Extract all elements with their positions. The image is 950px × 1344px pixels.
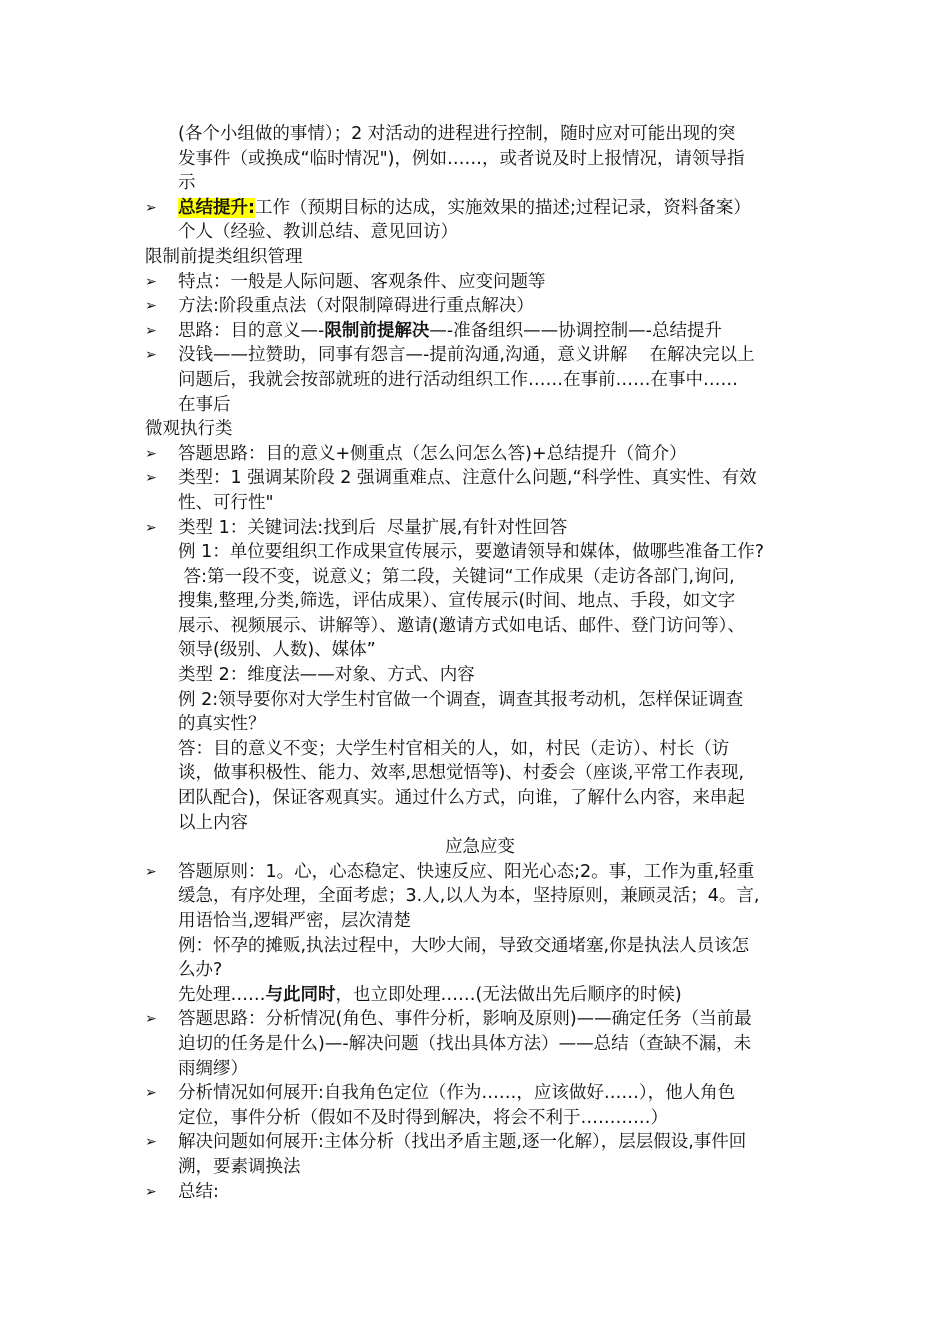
bullet-item (145, 294, 815, 319)
text-line: 例 2:领导要你对大学生村官做一个调查，调查其报考动机，怎样保证调查 (178, 689, 744, 710)
bullet-item (145, 860, 815, 885)
section-heading: 微观执行类 (145, 419, 233, 440)
text-span: 思路：目的意义—- (178, 320, 325, 341)
text-line: 以上内容 (178, 812, 248, 833)
text-line: 么办? (178, 960, 223, 981)
text-line: 答：目的意义不变；大学生村官相关的人，如，村民（走访）、村长（访 (178, 738, 730, 759)
document-body (145, 122, 815, 1204)
arrow-bullet-icon: ➢ (145, 1085, 157, 1102)
text-span: 类型：1 强调某阶段 2 强调重难点、注意什么问题,“科学性、真实性、有效 (178, 468, 757, 489)
arrow-bullet-icon: ➢ (145, 863, 157, 880)
bullet-item (145, 1180, 815, 1205)
text-line: 示 (178, 173, 196, 194)
text-span: 解决问题如何展开:主体分析（找出矛盾主题,逐一化解），层层假设,事件回 (178, 1132, 747, 1153)
text-line: 个人（经验、教训总结、意见回访） (178, 222, 458, 243)
text-line: 用语恰当,逻辑严密，层次清楚 (178, 911, 412, 931)
arrow-bullet-icon: ➢ (145, 1011, 157, 1028)
text-line: 展示、视频展示、讲解等）、邀请(邀请方式如电话、邮件、登门访问等）、 (178, 615, 745, 636)
arrow-bullet-icon: ➢ (145, 347, 157, 364)
text-span: —-准备组织——协调控制—-总结提升 (429, 320, 722, 341)
bullet-item (145, 1081, 815, 1106)
arrow-bullet-icon: ➢ (145, 322, 157, 339)
text-line: 的真实性？ (178, 714, 266, 735)
text-line: 领导(级别、人数)、媒体” (178, 640, 376, 661)
text-line: (各个小组做的事情）；2 对活动的进程进行控制，随时应对可能出现的突 (178, 124, 736, 144)
arrow-bullet-icon: ➢ (145, 273, 157, 290)
text-span: 答题思路：分析情况(角色、事件分析，影响及原则)——确定任务（当前最 (178, 1009, 752, 1030)
arrow-bullet-icon: ➢ (145, 470, 157, 487)
text-line: 团队配合)，保证客观真实。通过什么方式，向谁，了解什么内容，来串起 (178, 788, 745, 809)
text-line: 搜集,整理,分类,筛选，评估成果）、宣传展示(时间、地点、手段，如文字 (178, 591, 736, 612)
text-line: 雨绸缪） (178, 1058, 248, 1079)
text-line: 在事后 (178, 394, 231, 415)
text-span: 答题思路：目的意义+侧重点（怎么问怎么答)+总结提升（简介） (178, 443, 687, 464)
text-line: 溯，要素调换法 (178, 1156, 301, 1177)
highlighted-label: 总结提升: (178, 197, 255, 218)
text-line: 例 1：单位要组织工作成果宣传展示，要邀请领导和媒体，做哪些准备工作? (178, 542, 764, 563)
text-span: ，也立即处理……(无法做出先后顺序的时候) (335, 984, 682, 1005)
bullet-item (145, 442, 815, 467)
text-line: 类型 2：维度法——对象、方式、内容 (178, 665, 475, 686)
text-line (145, 983, 815, 1008)
text-span: 工作（预期目标的达成，实施效果的描述;过程记录，资料备案） (255, 197, 751, 218)
section-heading: 限制前提类组织管理 (145, 246, 303, 267)
text-span: 答题原则：1。心，心态稳定、快速反应、阳光心态;2。事，工作为重,轻重 (178, 861, 755, 882)
arrow-bullet-icon: ➢ (145, 1183, 157, 1200)
text-line: 缓急，有序处理，全面考虑；3.人,以人为本，坚持原则，兼顾灵活；4。言, (178, 886, 760, 907)
arrow-bullet-icon: ➢ (145, 519, 157, 536)
arrow-bullet-icon: ➢ (145, 445, 157, 462)
bullet-item (145, 270, 815, 295)
arrow-bullet-icon: ➢ (145, 298, 157, 315)
bullet-item (145, 343, 815, 368)
text-line: 谈，做事积极性、能力、效率,思想觉悟等)、村委会（座谈,平常工作表现, (178, 763, 745, 784)
text-line: 发事件（或换成“临时情况")，例如……，或者说及时上报情况，请领导指 (178, 148, 745, 169)
bullet-item (145, 319, 815, 344)
bullet-item (145, 1007, 815, 1032)
bullet-item (145, 196, 815, 221)
arrow-bullet-icon: ➢ (145, 199, 157, 216)
arrow-bullet-icon: ➢ (145, 1134, 157, 1151)
text-line: 问题后，我就会按部就班的进行活动组织工作……在事前……在事中…… (178, 369, 738, 390)
text-span: 总结: (178, 1181, 219, 1202)
bullet-item (145, 516, 815, 541)
text-span: 分析情况如何展开:自我角色定位（作为……，应该做好……），他人角色 (178, 1083, 736, 1104)
bold-text: 限制前提解决 (324, 320, 430, 341)
text-span: 类型 1：关键词法:找到后 尽量扩展,有针对性回答 (178, 517, 568, 538)
text-line: 定位，事件分析（假如不及时得到解决，将会不利于…………） (178, 1107, 668, 1128)
text-line: 例：怀孕的摊贩,执法过程中，大吵大闹，导致交通堵塞,你是执法人员该怎 (178, 935, 750, 956)
text-span: 方法:阶段重点法（对限制障碍进行重点解决） (178, 296, 534, 317)
text-line: 答:第一段不变，说意义；第二段，关键词“工作成果（走访各部门,询问, (178, 566, 735, 587)
section-heading-centered: 应急应变 (445, 837, 515, 858)
text-span: 没钱——拉赞助，同事有怨言—-提前沟通,沟通，意义讲解 在解决完以上 (178, 345, 755, 366)
bold-text: 与此同时 (265, 984, 336, 1005)
text-span: 特点：一般是人际问题、客观条件、应变问题等 (178, 271, 546, 292)
text-line: 迫切的任务是什么)—-解决问题（找出具体方法）——总结（查缺不漏，未 (178, 1033, 752, 1054)
text-span: 先处理…… (178, 984, 266, 1005)
bullet-item (145, 1130, 815, 1155)
text-line: 性、可行性" (178, 492, 274, 513)
bullet-item (145, 466, 815, 491)
